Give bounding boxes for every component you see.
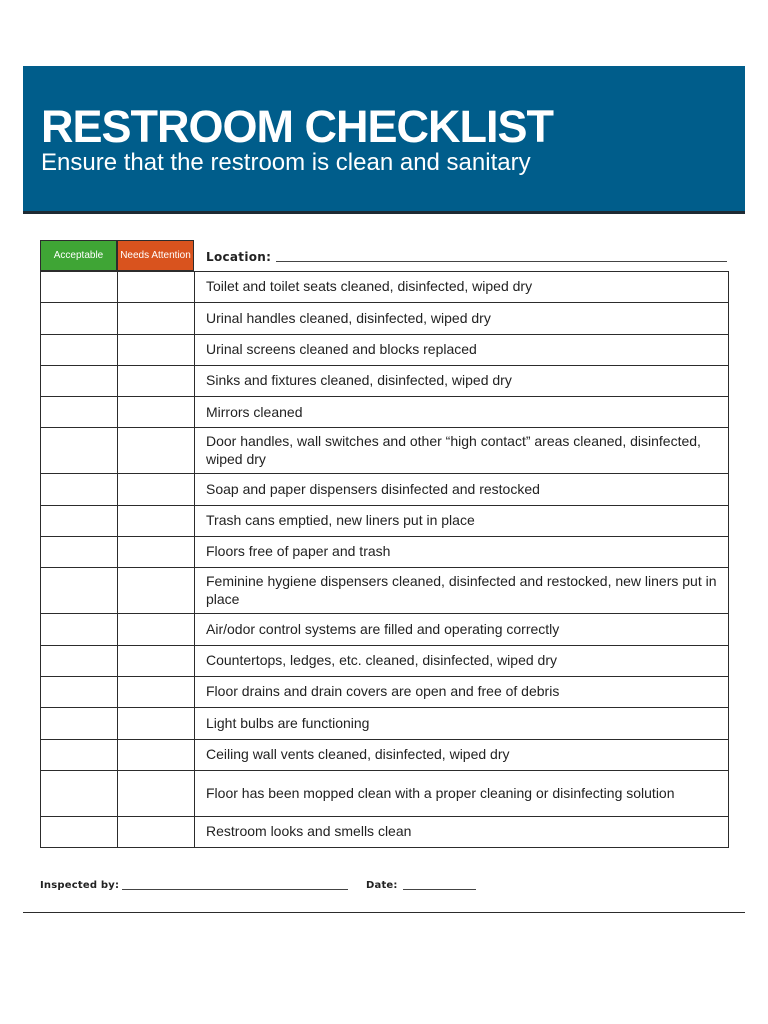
checklist-item-text: Sinks and fixtures cleaned, disinfected, wiped dry — [195, 365, 729, 396]
checklist-row — [41, 816, 729, 847]
needs-attention-checkbox[interactable] — [118, 770, 195, 816]
needs-attention-checkbox[interactable] — [118, 303, 195, 334]
checklist-row — [41, 365, 729, 396]
needs-attention-checkbox[interactable] — [118, 272, 195, 303]
acceptable-checkbox[interactable] — [41, 428, 118, 474]
needs-attention-checkbox[interactable] — [118, 365, 195, 396]
acceptable-checkbox[interactable] — [41, 739, 118, 770]
checklist-row — [41, 568, 729, 614]
checklist-row — [41, 770, 729, 816]
acceptable-checkbox[interactable] — [41, 303, 118, 334]
checklist-item-text: Soap and paper dispensers disinfected and restocked — [195, 474, 729, 505]
acceptable-checkbox[interactable] — [41, 568, 118, 614]
checklist-table — [40, 271, 729, 848]
checklist-row — [41, 397, 729, 428]
checklist-row — [41, 505, 729, 536]
checklist-item-text: Floor has been mopped clean with a proper cleaning or disinfecting solution — [195, 770, 729, 816]
needs-attention-checkbox[interactable] — [118, 645, 195, 676]
acceptable-checkbox[interactable] — [41, 676, 118, 707]
checklist-row — [41, 645, 729, 676]
checklist-body — [41, 272, 729, 848]
needs-attention-column-header: Needs Attention — [117, 240, 194, 271]
checklist-item-text: Restroom looks and smells clean — [195, 816, 729, 847]
checklist-item-text: Air/odor control systems are filled and operating correctly — [195, 614, 729, 645]
checklist-row — [41, 739, 729, 770]
acceptable-checkbox[interactable] — [41, 645, 118, 676]
needs-attention-checkbox[interactable] — [118, 397, 195, 428]
checklist-row — [41, 614, 729, 645]
acceptable-checkbox[interactable] — [41, 397, 118, 428]
date-field[interactable] — [403, 889, 476, 890]
checklist-item-text: Floor drains and drain covers are open and free of debris — [195, 676, 729, 707]
checklist-row — [41, 428, 729, 474]
checklist-item-text: Trash cans emptied, new liners put in place — [195, 505, 729, 536]
needs-attention-checkbox[interactable] — [118, 614, 195, 645]
inspected-by-field[interactable] — [122, 889, 348, 890]
checklist-item-text: Ceiling wall vents cleaned, disinfected, wiped dry — [195, 739, 729, 770]
checklist-row — [41, 708, 729, 739]
acceptable-checkbox[interactable] — [41, 614, 118, 645]
checklist-row — [41, 303, 729, 334]
acceptable-checkbox[interactable] — [41, 537, 118, 568]
checklist-item-text: Mirrors cleaned — [195, 397, 729, 428]
checklist-item-text: Urinal screens cleaned and blocks replaced — [195, 334, 729, 365]
acceptable-column-header: Acceptable — [40, 240, 117, 271]
date-label: Date: — [366, 880, 398, 891]
checklist-row — [41, 474, 729, 505]
checklist-row — [41, 537, 729, 568]
checklist-row — [41, 334, 729, 365]
acceptable-checkbox[interactable] — [41, 474, 118, 505]
checklist-item-text: Door handles, wall switches and other “high contact” areas cleaned, disinfected, wiped dry — [195, 428, 729, 474]
page-title: RESTROOM CHECKLIST — [41, 101, 554, 152]
location-label: Location: — [206, 250, 272, 264]
bottom-divider — [23, 912, 745, 913]
needs-attention-checkbox[interactable] — [118, 708, 195, 739]
acceptable-checkbox[interactable] — [41, 770, 118, 816]
page-subtitle: Ensure that the restroom is clean and sanitary — [41, 149, 531, 176]
checklist-item-text: Urinal handles cleaned, disinfected, wiped dry — [195, 303, 729, 334]
acceptable-checkbox[interactable] — [41, 334, 118, 365]
needs-attention-checkbox[interactable] — [118, 568, 195, 614]
checklist-row — [41, 272, 729, 303]
needs-attention-checkbox[interactable] — [118, 428, 195, 474]
needs-attention-checkbox[interactable] — [118, 474, 195, 505]
acceptable-checkbox[interactable] — [41, 365, 118, 396]
inspected-by-label: Inspected by: — [40, 880, 120, 891]
acceptable-checkbox[interactable] — [41, 505, 118, 536]
needs-attention-checkbox[interactable] — [118, 537, 195, 568]
location-field[interactable] — [276, 261, 727, 262]
needs-attention-checkbox[interactable] — [118, 505, 195, 536]
checklist-item-text: Countertops, ledges, etc. cleaned, disinfected, wiped dry — [195, 645, 729, 676]
acceptable-checkbox[interactable] — [41, 272, 118, 303]
needs-attention-checkbox[interactable] — [118, 334, 195, 365]
acceptable-checkbox[interactable] — [41, 708, 118, 739]
needs-attention-checkbox[interactable] — [118, 739, 195, 770]
checklist-row — [41, 676, 729, 707]
needs-attention-checkbox[interactable] — [118, 816, 195, 847]
checklist-item-text: Light bulbs are functioning — [195, 708, 729, 739]
acceptable-checkbox[interactable] — [41, 816, 118, 847]
checklist-item-text: Floors free of paper and trash — [195, 537, 729, 568]
checklist-item-text: Feminine hygiene dispensers cleaned, disinfected and restocked, new liners put in place — [195, 568, 729, 614]
header-banner — [23, 66, 745, 214]
needs-attention-checkbox[interactable] — [118, 676, 195, 707]
checklist-item-text: Toilet and toilet seats cleaned, disinfected, wiped dry — [195, 272, 729, 303]
